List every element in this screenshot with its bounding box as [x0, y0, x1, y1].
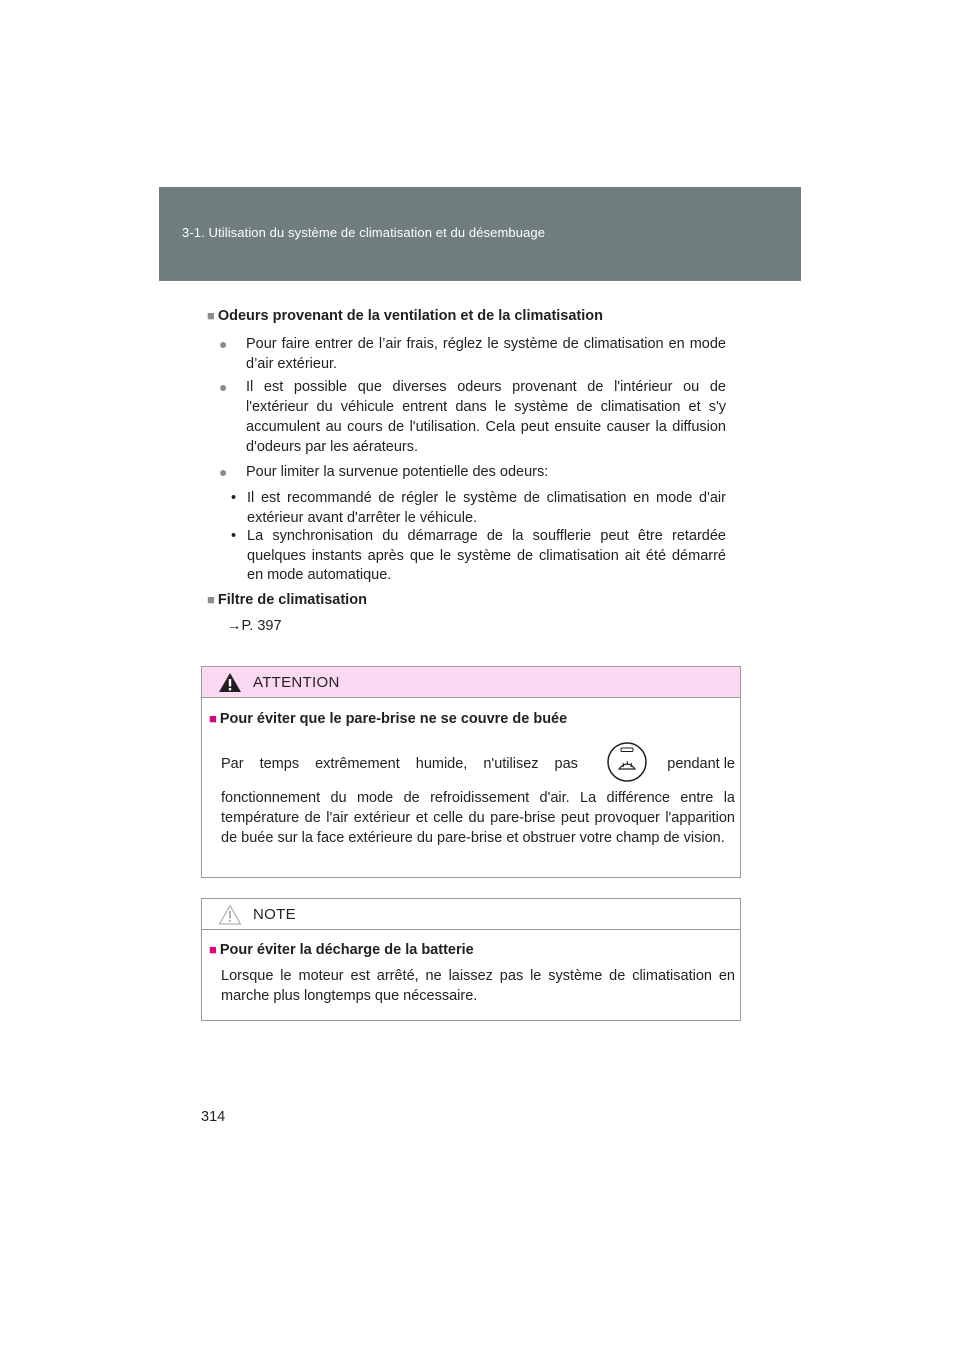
warning-triangle-icon — [218, 672, 242, 698]
note-header — [202, 899, 740, 930]
circle-bullet-icon: ● — [219, 379, 228, 395]
page-number: 314 — [201, 1109, 226, 1125]
attention-paragraph: fonctionnement du mode de refroidissement d'air. La différence entre la température de l'air extérieur et celle du pare-brise peut provoquer l'apparition de buée sur la face extérieure du pare-brise et obstruer votre champ de vision. — [221, 790, 735, 846]
bullet-item: ● Pour limiter la survenue potentielle des odeurs: — [219, 464, 549, 480]
windshield-defroster-button-icon — [606, 741, 648, 789]
page-reference-link[interactable]: →P. 397 — [227, 618, 282, 634]
attention-header — [202, 667, 740, 698]
attention-inline-line: Par temps extrêmement humide, n'utilisez pas pendant le — [221, 754, 735, 774]
bullet-item: ● Il est possible que diverses odeurs provenant de l'intérieur ou de l'extérieur du véhicule entrent dans le système de climatisation et s'y accumulent au cours de l'utilisation. Cela peut ensuite causer la diffusion d'odeurs par les aérateurs. — [219, 379, 726, 455]
section-title-odors: ■ Odeurs provenant de la ventilation et de la climatisation — [207, 308, 604, 324]
square-bullet-icon: ■ — [207, 592, 215, 607]
warning-outline-icon — [218, 904, 242, 930]
attention-heading: ATTENTION — [253, 674, 340, 691]
chapter-header-band — [159, 187, 801, 281]
attention-subtitle: ■ Pour éviter que le pare-brise ne se couvre de buée — [209, 711, 568, 727]
circle-bullet-icon: ● — [219, 464, 228, 480]
note-box — [201, 898, 741, 1021]
circle-bullet-icon: ● — [219, 336, 228, 352]
note-paragraph: Lorsque le moteur est arrêté, ne laissez pas le système de climatisation en marche plus longtemps que nécessaire. — [221, 968, 735, 1004]
note-subtitle: ■ Pour éviter la décharge de la batterie — [209, 942, 474, 958]
bullet-item: ● Pour faire entrer de l’air frais, réglez le système de climatisation en mode d’air extérieur. — [219, 336, 726, 372]
chapter-title: 3-1. Utilisation du système de climatisation et du désembuage — [182, 225, 546, 240]
sub-list-item: • La synchronisation du démarrage de la soufflerie peut être retardée quelques instants après que le système de climatisation ait été démarré en mode automatique. — [231, 528, 726, 583]
sub-list-item: • Il est recommandé de régler le système de climatisation en mode d'air extérieur avant d'arrêter le véhicule. — [231, 490, 726, 526]
note-heading: NOTE — [253, 906, 296, 923]
attention-box — [201, 666, 741, 878]
square-bullet-icon: ■ — [207, 308, 215, 323]
section-title-filter: ■ Filtre de climatisation — [207, 592, 367, 608]
